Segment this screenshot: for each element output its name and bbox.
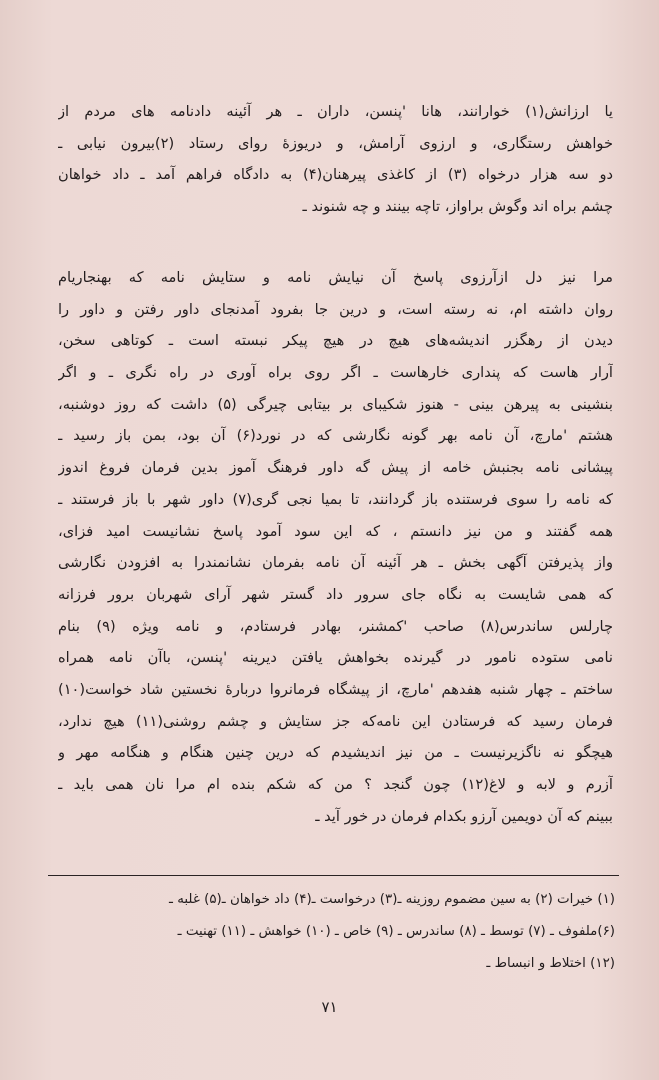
- footnotes: [50, 884, 615, 980]
- text-line: چارلس ساندرس(۸) صاحب 'کمشنر، بهادر فرستادم، و نامه ویژه (۹) بنام: [58, 617, 613, 635]
- text-line: دیدن از رهگزر اندیشه‌های هیچ در هیچ پیکر نبسته است ـ کوتاهی سخن،: [58, 332, 613, 350]
- footnote-line: (۱۲) اختلاط و انبساط ـ: [486, 956, 615, 971]
- text-line: دو سه هزار درخواه (۳) از کاغذی پیرهنان(۴) به دادگاه فراهم آمد ـ داد خواهان: [58, 166, 613, 184]
- text-line: همه گفتند و من نیز دانستم ، که این سود آمود پاسخ نشانیست امید فزای،: [58, 522, 613, 540]
- text-line: روان داشته ام، نه رسته است، و درین جا بفرود آمدنجای داور رفتن و داور را: [58, 300, 613, 318]
- text-line: یا ارزانش(۱) خوارانند، هانا 'پنسن، داران ـ هر آئینه دادنامه های مردم از: [58, 103, 613, 120]
- text-line: هیچگو نه ناگزیرنیست ـ من نیز اندیشیدم که درین چنین هنگام و هنگامه مهر و: [58, 744, 613, 762]
- paragraph-2: [58, 262, 613, 832]
- text-line: خواهش رستگاری، و ارزوی آرامش، و دریوزهٔ روای رستاد (۲)بیرون نیابی ـ: [58, 134, 613, 152]
- text-line: چشم براه اند وگوش براواز، تاچه بینند و چه شنوند ـ: [302, 198, 613, 216]
- text-line: آزرم و لابه و لاغ(۱۲) چون گنجد ؟ من که شکم بنده ام مرا نان همی باید ـ: [58, 776, 613, 793]
- text-line: واز پذیرفتن آگهی بخش ـ هر آئینه آن نامه بفرمان نشانمندرا به افزودن نگارشی: [58, 554, 613, 572]
- text-line: بنشینی به پیرهن بینی - هنوز شکیبای بر بیتابی چیرگی (۵) داشت که روز دوشنبه،: [58, 395, 613, 413]
- text-line: که نامه را سوی فرستنده باز گردانند، تا بمیا نجی گری(۷) داور شهر با باز فرستند ـ: [58, 490, 613, 508]
- text-line: ببینم که آن دویمین آرزو بکدام فرمان در خور آید ـ: [315, 807, 613, 825]
- paragraph-1: [58, 96, 613, 223]
- page-number: ۷۱: [321, 998, 338, 1016]
- text-line: پیشانی نامه بجنبش خامه از پیش گه داور فرهنگ آموز بدین فرمان فروغ اندوز: [58, 459, 613, 477]
- text-line: فرمان رسید که فرستادن این نامه‌که جز ستایش و چشم روشنی(۱۱) هیچ ندارد،: [58, 712, 613, 730]
- text-line: مرا نیز دل ازآرزوی پاسخ آن نیایش نامه و ستایش نامه که بهنجاریام: [58, 269, 613, 286]
- text-line: نامی ستوده نامور در گیرنده بخواهش یافتن دیرینه 'پنسن، باآن نامه همراه: [58, 649, 613, 667]
- footnote-line: (۶)ملفوف ـ (۷) توسط ـ (۸) ساندرس ـ (۹) خاص ـ (۱۰) خواهش ـ (۱۱) تهنیت ـ: [177, 924, 615, 939]
- footnote-divider: [48, 875, 619, 876]
- text-line: ساختم ـ چهار شنبه هفدهم 'مارچ، از پیشگاه فرمانروا دربارهٔ نخستین شاد خواست(۱۰): [58, 680, 613, 698]
- text-line: هشتم 'مارچ، آن نامه بهر گونه نگارشی که در نورد(۶) آن بود، بمن باز رسید ـ: [58, 427, 613, 445]
- text-line: که همی شایست به نگاه جای سرور داد گستر شهر آرای شهربان برور فرزانه: [58, 585, 613, 603]
- text-line: آرار هاست که پنداری خارهاست ـ اگر روی براه آوری در راه نگری ـ و اگر: [58, 364, 613, 382]
- footnote-line: (۱) خیرات (۲) به سین مضموم روزینه ـ(۳) درخواست ـ(۴) داد خواهان ـ(۵) غلبه ـ: [169, 892, 615, 907]
